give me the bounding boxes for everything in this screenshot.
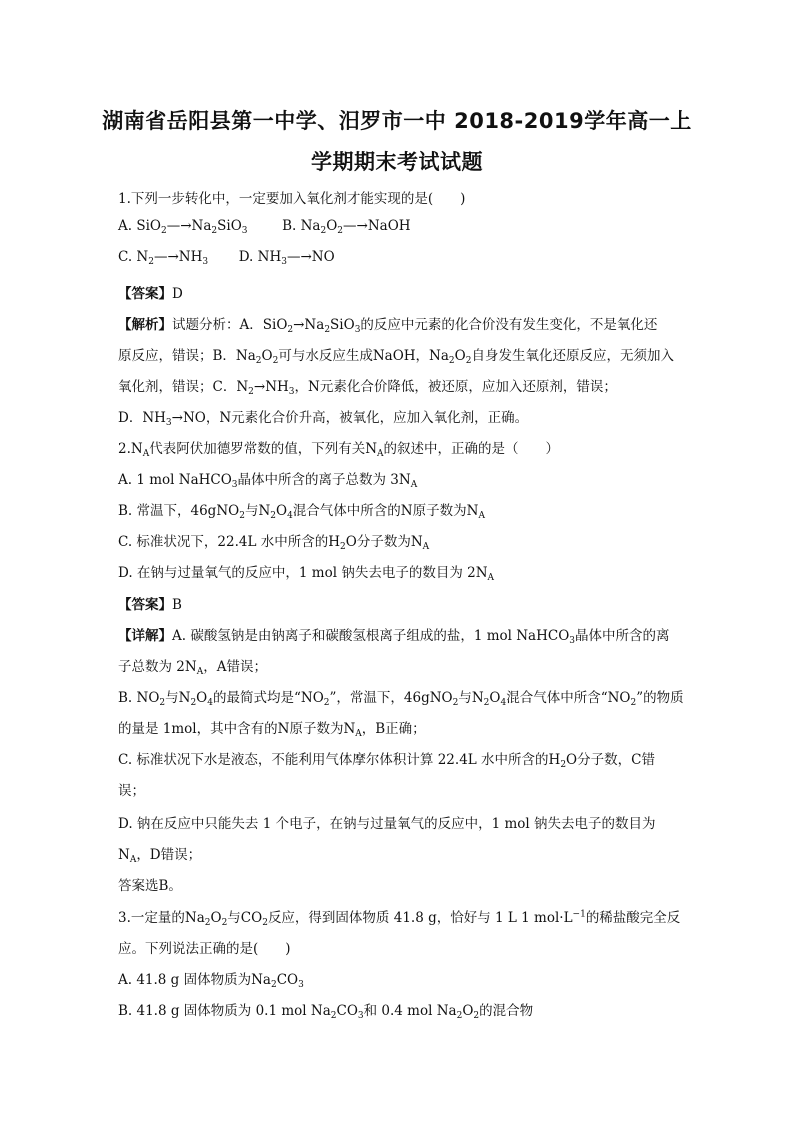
document-title-line-2: 学期期末考试试题 — [311, 150, 483, 174]
q3-option-b: B. 41.8 g 固体物质为 0.1 mol $Na_2CO_3$和 0.4 mol $Na_2O_2$的混合物 — [118, 1003, 534, 1021]
document-title-line-1: 湖南省岳阳县第一中学、汨罗市一中 2018-2019学年高一上 — [102, 109, 692, 133]
q1-analysis-line-4: D．$NH_3\to NO$，N元素化合价升高，被氧化，应加入氧化剂，正确。 — [118, 410, 529, 428]
q2-option-a: A. 1 mol NaHCO$_3$晶体中所含的离子总数为 $3N_A$ — [118, 472, 418, 490]
q1-analysis-line-2: 原反应，错误；B．$Na_2O_2$可与水反应生成NaOH，$Na_2O_2$自身发生氧化还原反应，无须加入 — [118, 348, 674, 366]
q1-options-cd: C. $N_2—\to NH_3$ D. $NH_3—\to NO$ — [118, 249, 335, 267]
q2-detail-line-5: C. 标准状况下水是液态，不能利用气体摩尔体积计算 22.4L 水中所含的$H_2O$分子数，C错 — [118, 752, 655, 770]
q2-detail-line-4: 的量是 1mol，其中含有的N原子数为$N_A$，B正确； — [118, 721, 426, 739]
q1-analysis-line-3: 氧化剂，错误；C．$N_2\to NH_3$，N元素化合价降低，被还原，应加入还原剂，错误； — [118, 379, 617, 397]
q3-stem-line-1: 3.一定量的$Na_2O_2$与$CO_2$反应，得到固体物质 41.8 g，恰好与 1 L 1 $mol\cdot L^{-1}$的稀盐酸完全反 — [118, 909, 681, 928]
q2-detail-line-7: D. 钠在反应中只能失去 1 个电子，在钠与过量氧气的反应中，1 mol 钠失去电子的数目为 — [118, 816, 656, 832]
q2-answer: 【答案】B — [118, 597, 182, 613]
q2-detail-line-2: 子总数为 $2N_A$，A错误； — [118, 659, 267, 677]
q2-option-d: D. 在钠与过量氧气的反应中，1 mol 钠失去电子的数目为 $2N_A$ — [118, 565, 495, 583]
q3-stem-line-2: 应。下列说法正确的是( ) — [118, 941, 291, 957]
q2-detail-line-3: B. $NO_2$与$N_2O_4$的最简式均是“$NO_2$”，常温下，46gNO$_2$与$N_2O_4$混合气体中所含“$NO_2$”的物质 — [118, 690, 684, 708]
q2-option-c: C. 标准状况下，22.4L 水中所含的$H_2O$分子数为$N_A$ — [118, 534, 430, 552]
q2-detail-line-6: 误； — [118, 783, 145, 799]
q1-analysis-line-1: 【解析】试题分析：A．$SiO_2\to Na_2SiO_3$的反应中元素的化合价没有发生变化，不是氧化还 — [118, 317, 658, 335]
q1-options-ab: A. $SiO_2—\to Na_2SiO_3$ B. $Na_2O_2—\to NaOH$ — [118, 218, 411, 236]
q3-option-a: A. 41.8 g 固体物质为$Na_2CO_3$ — [118, 972, 304, 990]
q1-answer: 【答案】D — [118, 286, 183, 302]
q2-option-b: B. 常温下，46gNO$_2$与$N_2O_4$混合气体中所含的N原子数为$N_A$ — [118, 503, 485, 521]
q2-detail-line-9: 答案选B。 — [118, 878, 182, 894]
q2-detail-line-1: 【详解】A. 碳酸氢钠是由钠离子和碳酸氢根离子组成的盐，1 mol NaHCO$_3$晶体中所含的离 — [118, 628, 670, 646]
q1-stem: 1.下列一步转化中，一定要加入氧化剂才能实现的是( ) — [118, 191, 466, 207]
q2-stem: $2.N_A$代表阿伏加德罗常数的值，下列有关$N_A$的叙述中，正确的是（ ） — [118, 441, 560, 459]
q2-detail-line-8: $N_A$，D错误； — [118, 847, 202, 865]
